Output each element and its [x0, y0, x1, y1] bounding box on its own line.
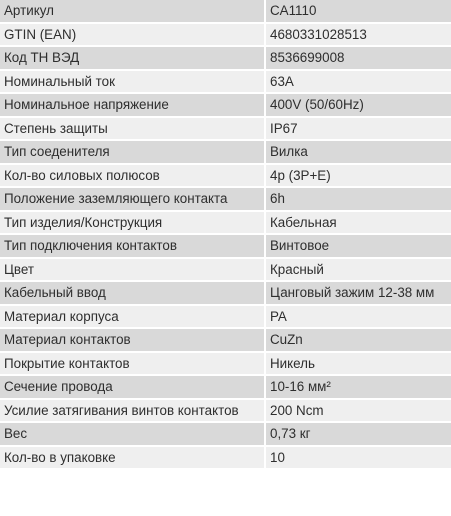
spec-label: Тип изделия/Конструкция — [0, 212, 266, 236]
spec-label: Материал контактов — [0, 329, 266, 353]
spec-value: 0,73 кг — [266, 423, 451, 447]
spec-label: Материал корпуса — [0, 306, 266, 330]
spec-value: 10-16 мм² — [266, 376, 451, 400]
spec-label: Положение заземляющего контакта — [0, 188, 266, 212]
table-row — [0, 47, 451, 71]
table-row — [0, 165, 451, 189]
table-row — [0, 141, 451, 165]
spec-value: 200 Ncm — [266, 400, 451, 424]
spec-label: Вес — [0, 423, 266, 447]
spec-label: Номинальное напряжение — [0, 94, 266, 118]
table-row — [0, 235, 451, 259]
spec-label: Кол-во в упаковке — [0, 447, 266, 471]
table-row — [0, 282, 451, 306]
spec-value: Цанговый зажим 12-38 мм — [266, 282, 451, 306]
spec-value: 400V (50/60Hz) — [266, 94, 451, 118]
spec-value: PA — [266, 306, 451, 330]
spec-value: 63А — [266, 71, 451, 95]
spec-label: Кабельный ввод — [0, 282, 266, 306]
table-row — [0, 24, 451, 48]
spec-value: 8536699008 — [266, 47, 451, 71]
table-row — [0, 423, 451, 447]
table-row — [0, 188, 451, 212]
spec-label: Номинальный ток — [0, 71, 266, 95]
spec-label: Кол-во силовых полюсов — [0, 165, 266, 189]
table-row — [0, 306, 451, 330]
spec-label: Степень защиты — [0, 118, 266, 142]
spec-value: Винтовое — [266, 235, 451, 259]
spec-label: GTIN (EAN) — [0, 24, 266, 48]
spec-value: CA1110 — [266, 0, 451, 24]
spec-value: 4р (3Р+Е) — [266, 165, 451, 189]
spec-label: Тип подключения контактов — [0, 235, 266, 259]
spec-label: Артикул — [0, 0, 266, 24]
spec-value: Красный — [266, 259, 451, 283]
table-row — [0, 212, 451, 236]
spec-value: Никель — [266, 353, 451, 377]
spec-label: Код ТН ВЭД — [0, 47, 266, 71]
spec-value: 4680331028513 — [266, 24, 451, 48]
spec-value: Вилка — [266, 141, 451, 165]
spec-value: Кабельная — [266, 212, 451, 236]
table-row — [0, 71, 451, 95]
spec-label: Тип соеденителя — [0, 141, 266, 165]
spec-label: Покрытие контактов — [0, 353, 266, 377]
spec-value: CuZn — [266, 329, 451, 353]
table-row — [0, 118, 451, 142]
spec-value: 10 — [266, 447, 451, 471]
table-row — [0, 353, 451, 377]
spec-label: Усилие затягивания винтов контактов — [0, 400, 266, 424]
table-row — [0, 259, 451, 283]
table-row — [0, 447, 451, 471]
spec-value: IP67 — [266, 118, 451, 142]
table-row — [0, 329, 451, 353]
spec-value: 6h — [266, 188, 451, 212]
table-row — [0, 376, 451, 400]
spec-label: Сечение провода — [0, 376, 266, 400]
spec-label: Цвет — [0, 259, 266, 283]
table-row — [0, 94, 451, 118]
table-row — [0, 400, 451, 424]
table-row — [0, 0, 451, 24]
